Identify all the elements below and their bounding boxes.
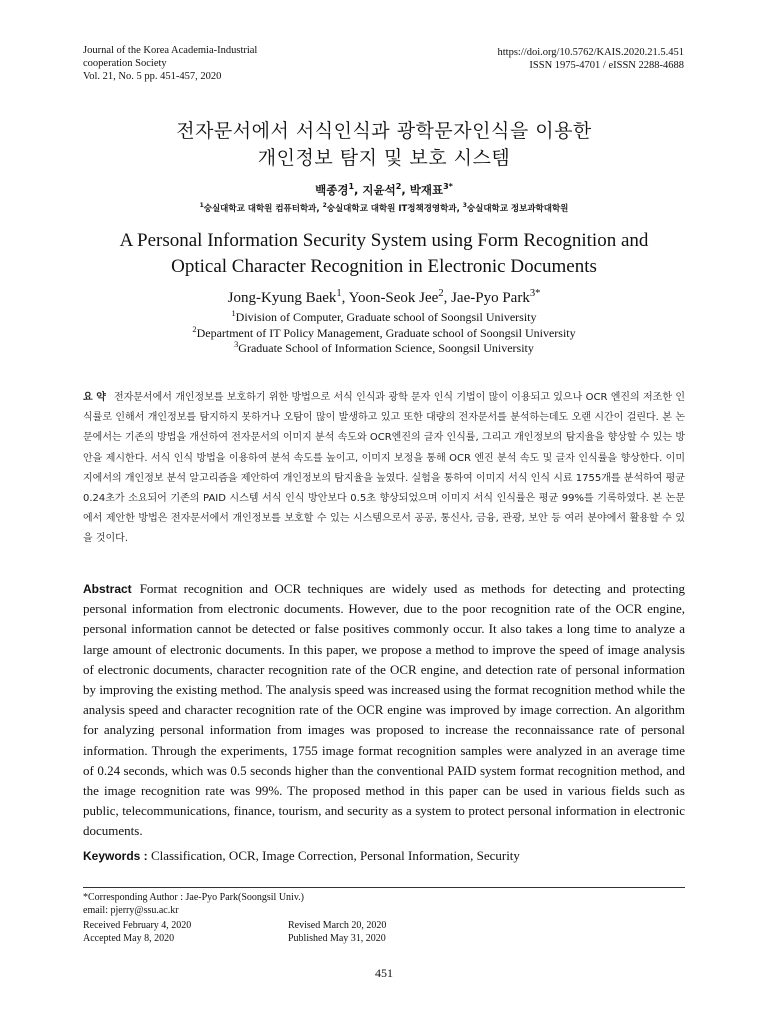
footnote-divider [83,887,685,888]
doi-link[interactable]: https://doi.org/10.5762/KAIS.2020.21.5.451 [497,47,684,58]
affiliation-2 [0,326,768,342]
author-sup: 3* [443,182,453,192]
keywords-text: Classification, OCR, Image Correction, Personal Information, Security [150,848,520,863]
author-sep: , [401,183,410,197]
author-sep: , [354,183,363,197]
english-abstract-text: Format recognition and OCR techniques are widely used as methods for detecting and protecting personal information from electronic documents. However, due to the poor recognition rate of the OCR engine, personal information cannot be detected or false positives commonly occur. It also takes a long time to analyze a large amount of electronic documents. In this paper, we propose a method to improve the speed of image analysis of electronic documents, character recognition rate of the OCR engine, and detection rate of personal information by improving the existing method. The analysis speed was increased using the format recognition method while the analysis speed and character recognition rate of the OCR engine was improved by image correction. An algorithm for analyzing personal information from images was proposed to increase the reconnaissance rate of personal information. Through the experiments, 1755 image format recognition samples were analyzed in an average time of 0.24 seconds, which was 0.5 seconds higher than the conventional PAID system format recognition method, and the image recognition rate was 99%. The proposed method in this paper can be used in various fields such as public, telecommunications, finance, tourism, and security as a system to protect personal information in electronic documents. [83,581,685,839]
journal-info [83,44,257,83]
english-title [0,228,768,280]
affil-sup: 2 [192,324,197,334]
korean-title [0,118,768,172]
affil-sup: 3 [234,340,239,349]
english-affiliations [0,310,768,357]
author-name: Yoon-Seok Jee [348,290,439,306]
journal-volume: Vol. 21, No. 5 pp. 451-457, 2020 [83,71,222,82]
korean-abstract [83,388,685,550]
affil-text: Department of IT Policy Management, Graduate school of Soongsil University [196,325,576,340]
english-abstract-label: Abstract [83,582,132,596]
korean-abstract-text: 전자문서에서 개인정보를 보호하기 위한 방법으로 서식 인식과 광학 문자 인식 기법이 많이 이용되고 있으나 OCR 엔진의 저조한 인식률로 인해서 개인정보를 탐지하지 못하거나 오탐이 많이 발생하고 있고 또한 대량의 전자문서를 분석하는데도 오랜 시간이 걸린다. 본 논문에서는 기존의 방법을 개선하여 전자문서의 이미지 분석 속도와 OCR엔진의 글자 인식률, 그리고 개인정보의 탐지율을 향상할 수 있는 방안을 제시한다. 서식 인식 방법을 이용하여 분석 속도를 높이고, 이미지 보정을 통해 OCR 엔진 분석 속도 및 글자 인식률을 향상한다. 이미지에서의 개인정보 분석 알고리즘을 제안하여 개인정보의 탐지율을 높였다. 실험을 통하여 이미지 서식 인식 시료 1755개를 분석하여 평균 0.24초가 소요되어 기존의 PAID 시스템 서식 인식 방안보다 0.5초 향상되었으며 이미지 서식 인식률은 평균 99%를 기록하였다. 본 논문에서 제안한 방법은 전자문서에서 개인정보를 보호할 수 있는 시스템으로서 공공, 통신사, 금융, 관광, 보안 등 여러 분야에서 활용할 수 있을 것이다. [83,392,685,545]
author-name: 지윤석 [362,183,396,197]
affiliation-3 [0,341,768,357]
affil-sup: 1 [199,202,204,210]
author-sup: 1 [336,288,342,299]
affil-sup: 1 [231,309,236,318]
english-title-line-2: Optical Character Recognition in Electronic Documents [171,256,597,277]
dates-row-2 [83,932,386,945]
affil-sup: 3 [462,202,467,210]
korean-affiliations [0,202,768,214]
affil-sup: 2 [322,202,327,210]
korean-title-line-2: 개인정보 탐지 및 보호 시스템 [257,147,511,169]
corresponding-author: *Corresponding Author : Jae-Pyo Park(Soongsil Univ.) [83,892,305,903]
affil-text: 숭실대학교 대학원 컴퓨터학과, [203,204,323,214]
korean-abstract-label: 요 약 [83,392,106,403]
keywords-label: Keywords : [83,849,148,863]
journal-name-line-2: cooperation Society [83,58,167,69]
author-sup: 2 [438,288,444,299]
author-name: 박재표 [409,183,444,197]
dates-row-1 [83,919,387,932]
affil-text: 숭실대학교 대학원 IT정책경영학과, [326,204,463,214]
author-name: Jae-Pyo Park [451,290,530,306]
author-name: Jong-Kyung Baek [227,290,337,306]
received-date: Received February 4, 2020 [83,920,192,931]
english-authors [0,290,768,307]
korean-authors [0,182,768,198]
email[interactable]: email: pjerry@ssu.ac.kr [83,905,179,916]
english-abstract [83,579,685,842]
published-date: Published May 31, 2020 [288,933,386,944]
korean-title-line-1: 전자문서에서 서식인식과 광학문자인식을 이용한 [176,120,592,142]
author-sep: , [443,290,452,306]
author-sup: 1 [348,182,355,192]
revised-date: Revised March 20, 2020 [288,920,387,931]
author-sep: , [341,290,349,306]
affil-text: Division of Computer, Graduate school of Soongsil University [235,310,537,324]
doi-info [498,46,684,72]
author-sup: 3* [529,288,541,299]
publication-dates [83,919,387,945]
author-sup: 2 [395,182,402,192]
affiliation-1 [0,310,768,326]
affil-text: Graduate School of Information Science, Soongsil University [238,341,534,355]
author-name: 백종경 [315,183,349,197]
keywords [83,848,685,864]
english-title-line-1: A Personal Information Security System using Form Recognition and [119,230,649,251]
journal-name-line-1: Journal of the Korea Academia-Industrial [83,45,258,56]
issn: ISSN 1975-4701 / eISSN 2288-4688 [529,60,684,71]
accepted-date: Accepted May 8, 2020 [83,933,175,944]
affil-text: 숭실대학교 정보과학대학원 [466,204,569,214]
footnote [83,891,304,917]
page-number: 451 [375,966,393,980]
